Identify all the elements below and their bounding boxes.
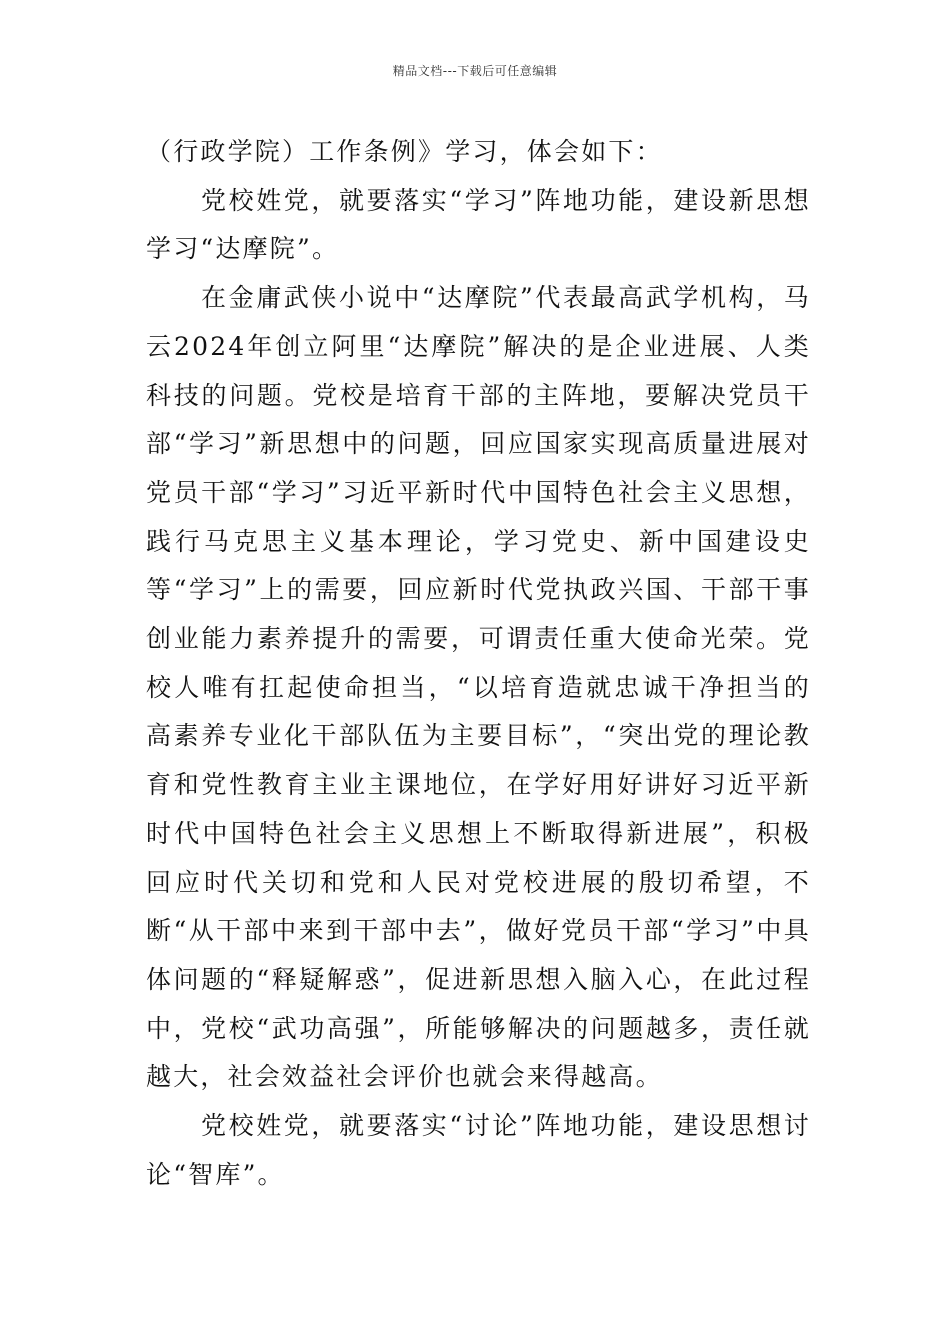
paragraph-1: （行政学院）工作条例》学习，体会如下： [146,137,663,166]
document-body [146,128,811,1199]
page-header: 精品文档---下载后可任意编辑 [392,64,558,78]
paragraph-4: 党校姓党，就要落实“讨论”阵地功能，建设思想讨论“智库”。 [146,1111,811,1189]
paragraph-2: 党校姓党，就要落实“学习”阵地功能，建设新思想学习“达摩院”。 [146,185,811,264]
paragraph-3: 在金庸武侠小说中“达摩院”代表最高武学机构，马云2024年创立阿里“达摩院”解决的是企业进展、人类科技的问题。党校是培育干部的主阵地，要解决党员干部“学习”新思想中的问题，回应国家实现高质量进展对党员干部“学习”习近平新时代中国特色社会主义思想，践行马克思主义基本理论，学习党史、新中国建设史等“学习”上的需要，回应新时代党执政兴国、干部干事创业能力素养提升的需要，可谓责任重大使命光荣。党校人唯有扛起使命担当，“以培育造就忠诚干净担当的高素养专业化干部队伍为主要目标”，“突出党的理论教育和党性教育主业主课地位，在学好用好讲好习近平新时代中国特色社会主义思想上不断取得新进展”，积极回应时代关切和党和人民对党校进展的殷切希望，不断“从干部中来到干部中去”，做好党员干部“学习”中具体问题的“释疑解惑”，促进新思想入脑入心，在此过程中，党校“武功高强”，所能够解决的问题越多，责任就越大，社会效益社会评价也就会来得越高。 [146,283,811,1092]
